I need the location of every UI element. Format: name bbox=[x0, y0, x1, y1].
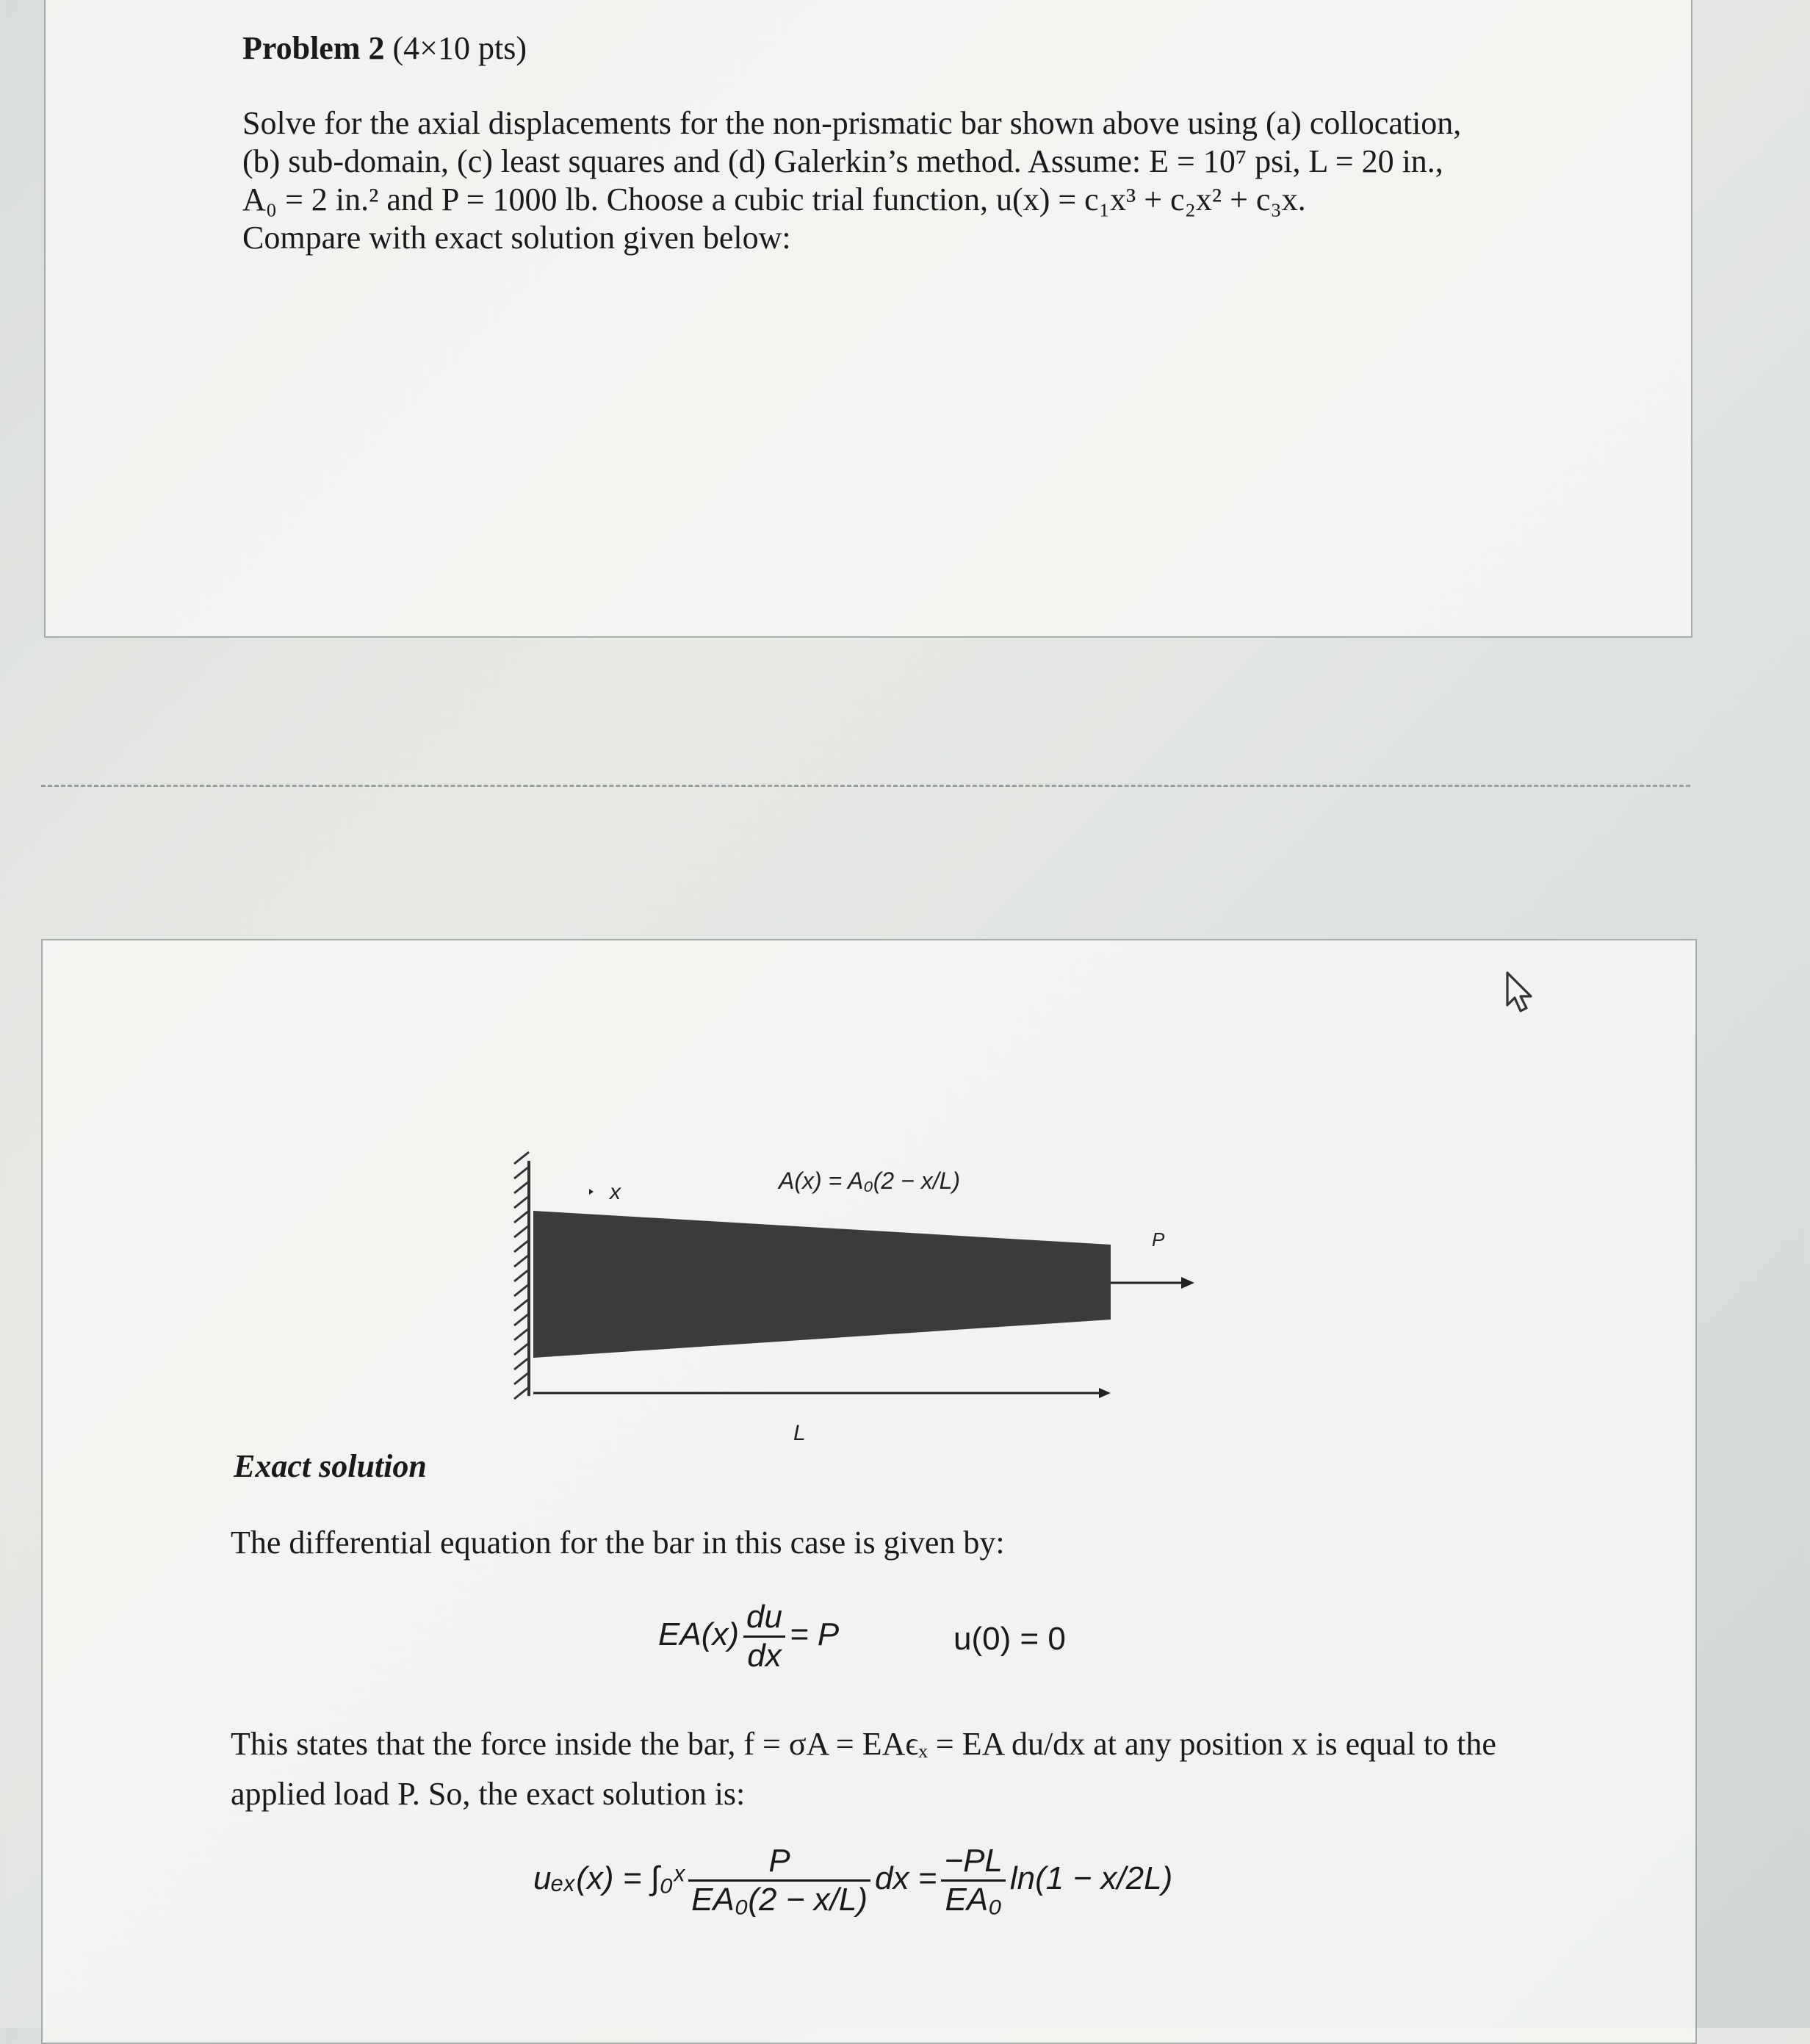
problem-title bbox=[242, 29, 527, 67]
exact-solution-heading: Exact solution bbox=[234, 1448, 427, 1484]
coefficient-fraction bbox=[941, 1843, 1006, 1918]
x-axis-arrow-icon bbox=[589, 1189, 594, 1195]
de-denominator: dx bbox=[747, 1638, 782, 1674]
problem-title-bold: Problem 2 bbox=[242, 30, 385, 66]
sol-left: uₑₓ(x) = ∫₀ˣ bbox=[533, 1860, 685, 1897]
problem-panel bbox=[44, 0, 1692, 638]
wall-hatch bbox=[514, 1152, 529, 1399]
load-label: P bbox=[1152, 1228, 1165, 1250]
sol-numerator-2: −PL bbox=[941, 1843, 1006, 1882]
exact-solution-equation bbox=[533, 1843, 1172, 1918]
de-left: EA(x) bbox=[658, 1616, 739, 1653]
problem-line-1: Solve for the axial displacements for the non-prismatic bar shown above using (a) collocation, bbox=[242, 105, 1462, 141]
tapered-bar-figure bbox=[507, 1146, 1241, 1455]
load-arrowhead-icon bbox=[1181, 1277, 1194, 1289]
length-arrowhead-icon bbox=[1099, 1388, 1111, 1398]
de-numerator: du bbox=[743, 1599, 785, 1638]
problem-line-3: A₀ = 2 in.² and P = 1000 lb. Choose a cubic trial function, u(x) = c₁x³ + c₂x² + c₃x. bbox=[242, 181, 1306, 217]
du-dx-fraction bbox=[743, 1599, 785, 1674]
sol-denominator-1: EA₀(2 − x/L) bbox=[691, 1882, 868, 1918]
problem-line-4: Compare with exact solution given below: bbox=[242, 220, 791, 256]
tapered-bar bbox=[533, 1211, 1111, 1358]
sol-mid: dx = bbox=[874, 1860, 937, 1897]
length-label: L bbox=[793, 1421, 806, 1445]
de-intro: The differential equation for the bar in this case is given by: bbox=[231, 1525, 1005, 1561]
force-statement-line-2: applied load P. So, the exact solution is: bbox=[231, 1776, 746, 1812]
sol-right: ln(1 − x/2L) bbox=[1009, 1860, 1173, 1897]
problem-line-2: (b) sub-domain, (c) least squares and (d) Galerkin’s method. Assume: E = 10⁷ psi, L = 20 in., bbox=[242, 143, 1443, 179]
sol-numerator-1: P bbox=[688, 1843, 870, 1882]
integrand-fraction bbox=[688, 1843, 870, 1918]
mouse-pointer-icon bbox=[1504, 970, 1540, 1015]
area-label: A(x) = A₀(2 − x/L) bbox=[779, 1167, 961, 1194]
sol-denominator-2: EA₀ bbox=[945, 1882, 1002, 1918]
boundary-condition: u(0) = 0 bbox=[953, 1621, 1066, 1657]
problem-points: (4×10 pts) bbox=[392, 30, 527, 66]
de-right: = P bbox=[789, 1616, 840, 1653]
dashed-separator bbox=[41, 785, 1690, 787]
force-statement-line-1: This states that the force inside the bar, f = σA = EAϵₓ = EA du/dx at any position x is equal to the bbox=[231, 1726, 1496, 1762]
differential-equation bbox=[658, 1599, 839, 1674]
x-label: x bbox=[610, 1180, 621, 1204]
